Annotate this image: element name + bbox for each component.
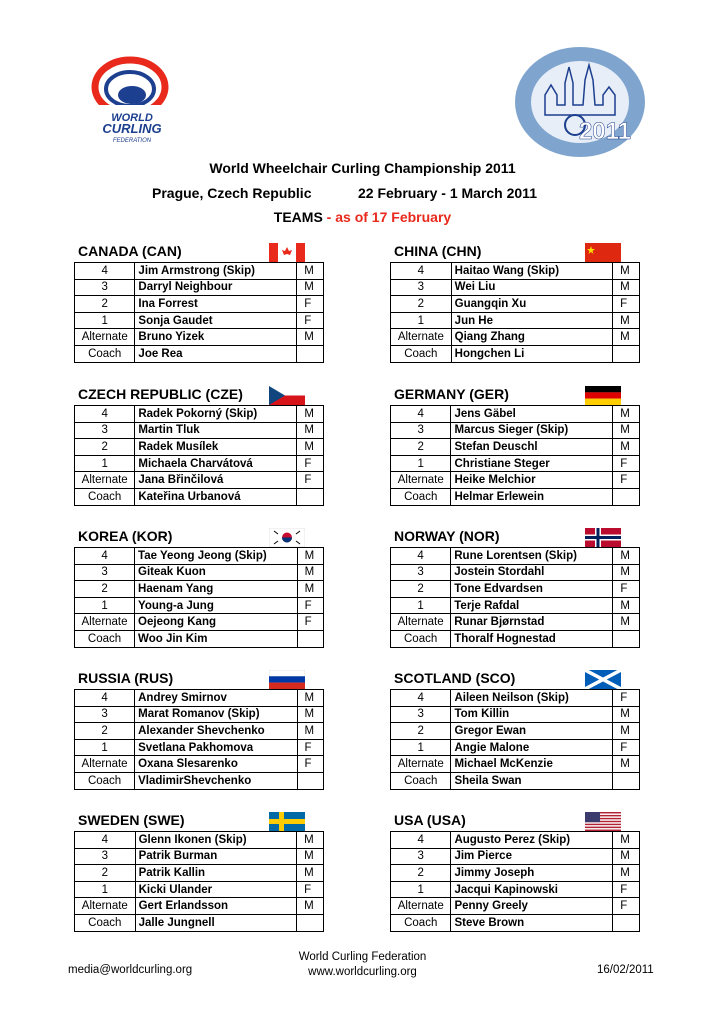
- player-gender: [613, 914, 640, 931]
- flag-cze-icon: [269, 386, 305, 405]
- player-name: Radek Musílek: [135, 439, 297, 456]
- roster-table: [390, 547, 640, 648]
- roster-row: [75, 581, 324, 598]
- player-position: 3: [75, 422, 135, 439]
- roster-row: [75, 739, 324, 756]
- player-gender: F: [297, 296, 324, 313]
- venue: Prague, Czech Republic: [152, 185, 312, 201]
- roster-row: [75, 472, 324, 489]
- player-position: Coach: [391, 488, 451, 505]
- player-gender: [297, 914, 324, 931]
- player-name: Sheila Swan: [451, 772, 613, 789]
- player-name: Aileen Neilson (Skip): [451, 690, 613, 707]
- player-name: Gregor Ewan: [451, 723, 613, 740]
- player-name: Thoralf Hognestad: [451, 630, 613, 647]
- roster-row: [391, 832, 640, 849]
- roster-row: [75, 630, 324, 647]
- player-gender: M: [613, 597, 640, 614]
- roster-row: [391, 472, 640, 489]
- roster-row: [391, 296, 640, 313]
- player-position: 1: [391, 597, 451, 614]
- roster-row: [75, 406, 324, 423]
- player-position: 1: [75, 312, 135, 329]
- player-position: 4: [391, 690, 451, 707]
- player-position: 2: [391, 296, 452, 313]
- flag-ger-icon: [585, 386, 621, 405]
- player-name: Runar Bjørnstad: [451, 614, 613, 631]
- roster-table: [74, 831, 324, 932]
- player-name: Ina Forrest: [135, 296, 297, 313]
- player-name: Christiane Steger: [451, 455, 613, 472]
- player-name: Angie Malone: [451, 739, 613, 756]
- player-position: Alternate: [75, 756, 135, 773]
- roster-row: [75, 263, 324, 280]
- player-position: 3: [75, 279, 135, 296]
- player-position: 4: [75, 263, 135, 280]
- player-gender: M: [613, 548, 640, 565]
- player-name: Giteak Kuon: [135, 564, 298, 581]
- player-position: 4: [391, 263, 452, 280]
- player-position: Alternate: [391, 472, 451, 489]
- player-name: Augusto Perez (Skip): [451, 832, 613, 849]
- roster-row: [75, 881, 324, 898]
- team-name: CHINA (CHN): [394, 243, 482, 259]
- flag-can-icon: [269, 243, 305, 262]
- player-gender: M: [297, 865, 324, 882]
- roster-row: [75, 914, 324, 931]
- player-name: Helmar Erlewein: [451, 488, 613, 505]
- roster-row: [391, 564, 640, 581]
- player-name: Gert Erlandsson: [135, 898, 297, 915]
- player-name: Martin Tluk: [135, 422, 297, 439]
- roster-row: [391, 439, 640, 456]
- roster-table: [74, 547, 324, 648]
- wcf-logo-text-3: FEDERATION: [112, 138, 152, 144]
- player-name: Sonja Gaudet: [135, 312, 297, 329]
- player-gender: M: [297, 832, 324, 849]
- roster-row: [391, 548, 640, 565]
- player-gender: M: [297, 439, 324, 456]
- player-gender: [613, 345, 640, 362]
- player-name: Darryl Neighbour: [135, 279, 297, 296]
- roster-row: [75, 865, 324, 882]
- player-position: 3: [391, 279, 452, 296]
- roster-row: [75, 548, 324, 565]
- as-of-date: - as of 17 February: [322, 209, 452, 225]
- team-name: SCOTLAND (SCO): [394, 670, 516, 686]
- roster-row: [391, 914, 640, 931]
- roster-row: [75, 772, 324, 789]
- player-name: Michael McKenzie: [451, 756, 613, 773]
- player-name: Penny Greely: [451, 898, 613, 915]
- player-position: 2: [391, 581, 451, 598]
- roster-row: [391, 455, 640, 472]
- player-position: 2: [75, 439, 135, 456]
- player-position: Coach: [75, 488, 135, 505]
- player-name: Qiang Zhang: [451, 329, 612, 346]
- player-gender: F: [613, 881, 640, 898]
- roster-row: [75, 832, 324, 849]
- player-gender: M: [613, 723, 640, 740]
- player-position: 1: [75, 739, 135, 756]
- roster-row: [75, 455, 324, 472]
- player-position: 2: [75, 296, 135, 313]
- player-name: Jim Pierce: [451, 848, 613, 865]
- champ-logo-year: 2011: [578, 118, 632, 145]
- roster-table: [74, 405, 324, 506]
- player-gender: M: [613, 439, 640, 456]
- player-gender: M: [297, 690, 323, 707]
- player-position: Coach: [75, 914, 136, 931]
- player-name: Steve Brown: [451, 914, 613, 931]
- world-curling-federation-logo: [88, 55, 176, 145]
- player-name: Terje Rafdal: [451, 597, 613, 614]
- roster-row: [391, 772, 640, 789]
- player-gender: M: [613, 263, 640, 280]
- player-position: 3: [75, 706, 135, 723]
- player-gender: M: [613, 312, 640, 329]
- player-name: Jostein Stordahl: [451, 564, 613, 581]
- player-name: Svetlana Pakhomova: [135, 739, 297, 756]
- roster-row: [75, 329, 324, 346]
- player-position: 4: [391, 406, 451, 423]
- flag-nor-icon: [585, 528, 621, 547]
- roster-row: [391, 488, 640, 505]
- player-position: 3: [391, 564, 451, 581]
- player-name: Tae Yeong Jeong (Skip): [135, 548, 298, 565]
- player-name: Jacqui Kapinowski: [451, 881, 613, 898]
- player-position: 1: [391, 312, 452, 329]
- player-gender: M: [297, 581, 323, 598]
- roster-row: [391, 406, 640, 423]
- player-position: Alternate: [75, 614, 135, 631]
- player-gender: F: [297, 597, 323, 614]
- roster-row: [75, 296, 324, 313]
- player-gender: M: [613, 564, 640, 581]
- player-position: Coach: [391, 914, 451, 931]
- wcf-logo-text-1: WORLD: [111, 112, 153, 124]
- flag-usa-icon: [585, 812, 621, 831]
- roster-row: [391, 723, 640, 740]
- player-name: Michaela Charvátová: [135, 455, 297, 472]
- player-name: Alexander Shevchenko: [135, 723, 297, 740]
- player-gender: [297, 630, 323, 647]
- player-position: 1: [75, 597, 135, 614]
- player-position: 3: [391, 422, 451, 439]
- player-position: 4: [391, 548, 451, 565]
- player-position: Alternate: [391, 329, 452, 346]
- roster-row: [391, 739, 640, 756]
- player-gender: M: [297, 279, 324, 296]
- player-gender: F: [613, 739, 640, 756]
- roster-row: [391, 898, 640, 915]
- player-gender: F: [297, 739, 323, 756]
- player-name: Tone Edvardsen: [451, 581, 613, 598]
- roster-row: [75, 614, 324, 631]
- player-gender: M: [613, 279, 640, 296]
- player-position: 3: [391, 706, 451, 723]
- player-name: Jana Břinčilová: [135, 472, 297, 489]
- roster-row: [391, 312, 640, 329]
- player-name: Oxana Slesarenko: [135, 756, 297, 773]
- player-name: Jun He: [451, 312, 612, 329]
- player-position: 4: [75, 406, 135, 423]
- roster-row: [75, 706, 324, 723]
- roster-row: [75, 690, 324, 707]
- player-name: VladimirShevchenko: [135, 772, 297, 789]
- player-position: 1: [75, 455, 135, 472]
- player-gender: M: [613, 756, 640, 773]
- roster-table: [74, 689, 324, 790]
- player-position: Alternate: [391, 898, 451, 915]
- player-name: Jens Gäbel: [451, 406, 613, 423]
- player-position: Alternate: [391, 756, 451, 773]
- player-gender: [613, 630, 640, 647]
- player-name: Heike Melchior: [451, 472, 613, 489]
- roster-row: [391, 279, 640, 296]
- player-gender: F: [613, 455, 640, 472]
- player-gender: M: [613, 848, 640, 865]
- roster-table: [390, 689, 640, 790]
- roster-row: [75, 488, 324, 505]
- player-name: Joe Rea: [135, 345, 297, 362]
- player-position: 4: [75, 690, 135, 707]
- roster-row: [75, 345, 324, 362]
- player-name: Jim Armstrong (Skip): [135, 263, 297, 280]
- player-gender: M: [297, 406, 324, 423]
- player-name: Marat Romanov (Skip): [135, 706, 297, 723]
- player-position: Alternate: [75, 329, 135, 346]
- player-position: 2: [75, 865, 136, 882]
- player-gender: M: [613, 329, 640, 346]
- roster-row: [391, 690, 640, 707]
- team-name: GERMANY (GER): [394, 386, 509, 402]
- roster-row: [391, 848, 640, 865]
- player-name: Kicki Ulander: [135, 881, 297, 898]
- roster-row: [75, 898, 324, 915]
- player-gender: M: [613, 422, 640, 439]
- player-gender: F: [297, 455, 324, 472]
- flag-sco-icon: [585, 670, 621, 689]
- roster-row: [75, 279, 324, 296]
- teams-label: TEAMS: [273, 209, 323, 225]
- player-gender: M: [613, 832, 640, 849]
- wcf-logo-text-2: CURLING: [102, 121, 162, 136]
- team-name: NORWAY (NOR): [394, 528, 500, 544]
- player-gender: M: [613, 706, 640, 723]
- player-name: Guangqin Xu: [451, 296, 612, 313]
- flag-kor-icon: [269, 528, 305, 547]
- player-name: Young-a Jung: [135, 597, 298, 614]
- roster-row: [75, 312, 324, 329]
- player-name: Glenn Ikonen (Skip): [135, 832, 297, 849]
- player-name: Hongchen Li: [451, 345, 612, 362]
- player-position: 1: [391, 739, 451, 756]
- player-gender: F: [297, 312, 324, 329]
- flag-rus-icon: [269, 670, 305, 689]
- player-gender: M: [613, 614, 640, 631]
- player-name: Marcus Sieger (Skip): [451, 422, 613, 439]
- roster-row: [391, 263, 640, 280]
- player-name: Tom Killin: [451, 706, 613, 723]
- player-position: Coach: [391, 772, 451, 789]
- player-position: Coach: [75, 630, 135, 647]
- roster-row: [75, 848, 324, 865]
- player-gender: M: [613, 406, 640, 423]
- player-gender: M: [297, 848, 324, 865]
- player-gender: F: [613, 296, 640, 313]
- roster-row: [391, 881, 640, 898]
- player-gender: M: [297, 263, 324, 280]
- roster-row: [75, 756, 324, 773]
- player-gender: M: [297, 706, 323, 723]
- player-name: Stefan Deuschl: [451, 439, 613, 456]
- player-gender: M: [613, 865, 640, 882]
- player-gender: F: [297, 472, 324, 489]
- player-position: 1: [391, 881, 451, 898]
- player-name: Oejeong Kang: [135, 614, 298, 631]
- player-name: Rune Lorentsen (Skip): [451, 548, 613, 565]
- roster-row: [391, 422, 640, 439]
- player-gender: [613, 772, 640, 789]
- roster-row: [391, 597, 640, 614]
- player-position: 2: [391, 865, 451, 882]
- roster-table: [390, 262, 640, 363]
- player-position: 2: [391, 723, 451, 740]
- player-position: 2: [75, 581, 135, 598]
- player-position: 4: [75, 832, 136, 849]
- player-gender: [297, 772, 323, 789]
- player-position: 2: [391, 439, 451, 456]
- team-name: USA (USA): [394, 812, 466, 828]
- player-gender: M: [297, 564, 323, 581]
- roster-row: [75, 564, 324, 581]
- player-position: Coach: [75, 345, 135, 362]
- roster-row: [391, 614, 640, 631]
- roster-row: [391, 706, 640, 723]
- teams-heading: [0, 209, 725, 225]
- footer-website[interactable]: www.worldcurling.org: [308, 966, 417, 978]
- roster-row: [391, 581, 640, 598]
- player-name: Woo Jin Kim: [135, 630, 298, 647]
- team-name: KOREA (KOR): [78, 528, 173, 544]
- player-gender: M: [297, 898, 324, 915]
- player-gender: M: [297, 548, 323, 565]
- player-gender: F: [613, 581, 640, 598]
- team-name: SWEDEN (SWE): [78, 812, 185, 828]
- roster-row: [391, 329, 640, 346]
- player-name: Haitao Wang (Skip): [451, 263, 612, 280]
- roster-table: [390, 405, 640, 506]
- player-gender: [297, 345, 324, 362]
- player-position: 4: [391, 832, 451, 849]
- player-position: 3: [75, 564, 135, 581]
- roster-row: [391, 756, 640, 773]
- footer-date: 16/02/2011: [597, 964, 654, 976]
- player-gender: F: [297, 881, 324, 898]
- player-name: Patrik Burman: [135, 848, 297, 865]
- player-name: Jimmy Joseph: [451, 865, 613, 882]
- player-name: Andrey Smirnov: [135, 690, 297, 707]
- player-gender: [297, 488, 324, 505]
- player-name: Patrik Kallin: [135, 865, 297, 882]
- team-name: RUSSIA (RUS): [78, 670, 174, 686]
- player-position: Coach: [75, 772, 135, 789]
- player-gender: F: [613, 898, 640, 915]
- roster-row: [391, 630, 640, 647]
- player-name: Radek Pokorný (Skip): [135, 406, 297, 423]
- player-name: Bruno Yizek: [135, 329, 297, 346]
- roster-row: [75, 723, 324, 740]
- player-gender: F: [297, 614, 323, 631]
- player-gender: M: [297, 422, 324, 439]
- player-gender: [613, 488, 640, 505]
- footer-org-name: World Curling Federation: [298, 951, 427, 963]
- player-name: Wei Liu: [451, 279, 612, 296]
- player-gender: F: [297, 756, 323, 773]
- player-position: 1: [391, 455, 451, 472]
- player-position: 3: [75, 848, 136, 865]
- player-position: Coach: [391, 345, 452, 362]
- flag-swe-icon: [269, 812, 305, 831]
- championship-logo: [513, 45, 648, 160]
- roster-table: [390, 831, 640, 932]
- roster-table: [74, 262, 324, 363]
- roster-row: [75, 422, 324, 439]
- footer-email[interactable]: media@worldcurling.org: [68, 964, 193, 976]
- flag-chn-icon: [585, 243, 621, 262]
- roster-row: [391, 865, 640, 882]
- player-gender: F: [613, 472, 640, 489]
- player-position: Alternate: [75, 472, 135, 489]
- document-title: World Wheelchair Curling Championship 2011: [209, 160, 516, 176]
- player-position: 1: [75, 881, 136, 898]
- player-name: Jalle Jungnell: [135, 914, 297, 931]
- roster-row: [75, 597, 324, 614]
- player-gender: M: [297, 723, 323, 740]
- player-gender: F: [613, 690, 640, 707]
- player-position: 2: [75, 723, 135, 740]
- player-position: 4: [75, 548, 135, 565]
- player-position: 3: [391, 848, 451, 865]
- player-gender: M: [297, 329, 324, 346]
- team-name: CZECH REPUBLIC (CZE): [78, 386, 243, 402]
- roster-row: [75, 439, 324, 456]
- player-position: Alternate: [75, 898, 136, 915]
- player-name: Kateřina Urbanová: [135, 488, 297, 505]
- event-dates: 22 February - 1 March 2011: [358, 185, 537, 201]
- player-name: Haenam Yang: [135, 581, 298, 598]
- player-position: Alternate: [391, 614, 451, 631]
- team-name: CANADA (CAN): [78, 243, 182, 259]
- player-position: Coach: [391, 630, 451, 647]
- roster-row: [391, 345, 640, 362]
